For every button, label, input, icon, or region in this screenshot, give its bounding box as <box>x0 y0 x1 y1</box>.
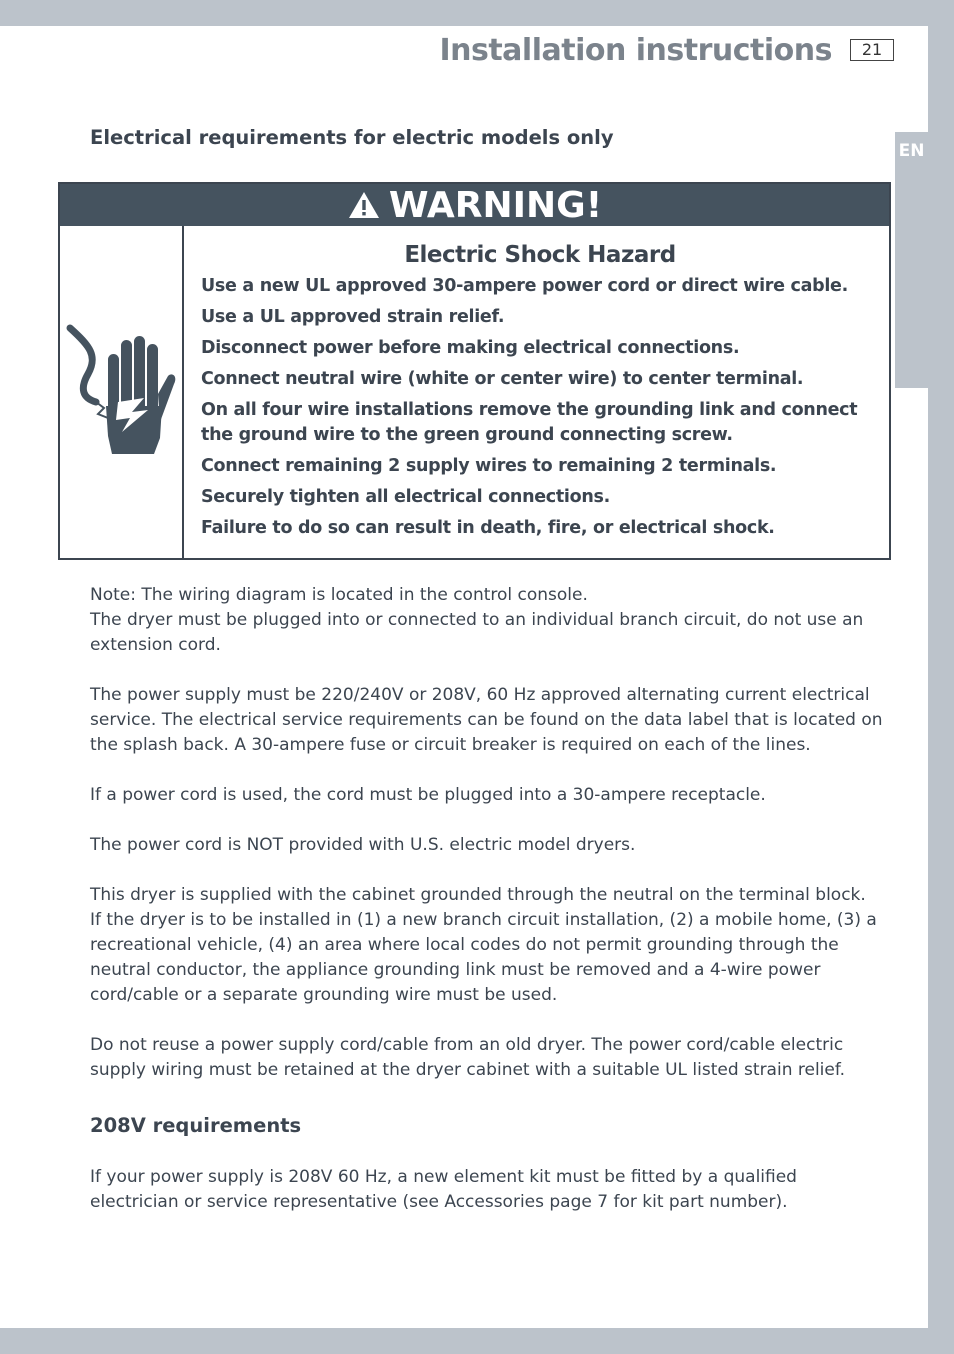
body-paragraph-power-supply <box>90 683 890 758</box>
sub-heading: 208V requirements <box>90 1114 302 1137</box>
body-paragraph-grounding <box>90 883 890 1008</box>
paragraph-text: The power supply must be 220/240V or 208V, 60 Hz approved alternating current electrical service. The electrical service requirements can be found on the data label that is located on the splash back. A 30-ampere fuse or circuit breaker is required on each of the lines. <box>90 685 883 755</box>
warning-box <box>58 182 891 560</box>
warning-banner-label: WARNING! <box>388 184 603 226</box>
body-paragraph-cord <box>90 783 890 808</box>
paragraph-text: Do not reuse a power supply cord/cable from an old dryer. The power cord/cable electric supply wiring must be retained at the dryer cabinet with a suitable UL listed strain relief. <box>90 1035 846 1080</box>
section-heading: Electrical requirements for electric models only <box>90 126 614 149</box>
warning-triangle-icon <box>347 190 381 220</box>
body-paragraph-reuse <box>90 1033 890 1083</box>
paragraph-text: The power cord is NOT provided with U.S. electric model dryers. <box>90 835 636 855</box>
hazard-line: Connect remaining 2 supply wires to remaining 2 terminals. <box>201 456 777 476</box>
hazard-line: On all four wire installations remove the grounding link and connect the ground wire to the green ground connecting screw. <box>201 400 858 445</box>
body-paragraph-note <box>90 583 890 658</box>
hazard-line: Connect neutral wire (white or center wire) to center terminal. <box>201 369 804 389</box>
paragraph-text: If your power supply is 208V 60 Hz, a new element kit must be fitted by a qualified electrician or service representative (see Accessories page 7 for kit part number). <box>90 1167 797 1212</box>
hazard-line: Failure to do so can result in death, fire, or electrical shock. <box>201 518 775 538</box>
paragraph-text: If a power cord is used, the cord must be plugged into a 30-ampere receptacle. <box>90 785 766 805</box>
body-paragraph-cord-provided <box>90 833 890 858</box>
hazard-line: Disconnect power before making electrical connections. <box>201 338 740 358</box>
paragraph-text: If the dryer is to be installed in (1) a new branch circuit installation, (2) a mobile home, (3) a recreational vehicle, (4) an area where local codes do not permit grounding through the neutral conductor, the appliance grounding link must be removed and a 4-wire power cord/cable or a separate grounding wire must be used. <box>90 910 877 1005</box>
paragraph-text: Note: The wiring diagram is located in the control console. <box>90 585 588 605</box>
hazard-line: Use a UL approved strain relief. <box>201 307 505 327</box>
page-title: Installation instructions <box>439 33 832 68</box>
warning-banner <box>60 184 889 226</box>
paragraph-text: This dryer is supplied with the cabinet grounded through the neutral on the terminal block. <box>90 885 866 905</box>
electric-shock-hand-icon <box>60 226 182 560</box>
body-paragraph-208v <box>90 1165 890 1215</box>
language-tab-label: EN <box>898 141 925 161</box>
hazard-line: Use a new UL approved 30-ampere power cord or direct wire cable. <box>201 276 848 296</box>
paragraph-text: The dryer must be plugged into or connected to an individual branch circuit, do not use an extension cord. <box>90 610 864 655</box>
hazard-text <box>201 226 879 547</box>
hazard-title: Electric Shock Hazard <box>404 242 676 268</box>
hazard-line: Securely tighten all electrical connections. <box>201 487 610 507</box>
page-number: 21 <box>850 39 894 61</box>
language-tab <box>895 132 928 388</box>
hazard-icon-cell <box>60 226 184 558</box>
